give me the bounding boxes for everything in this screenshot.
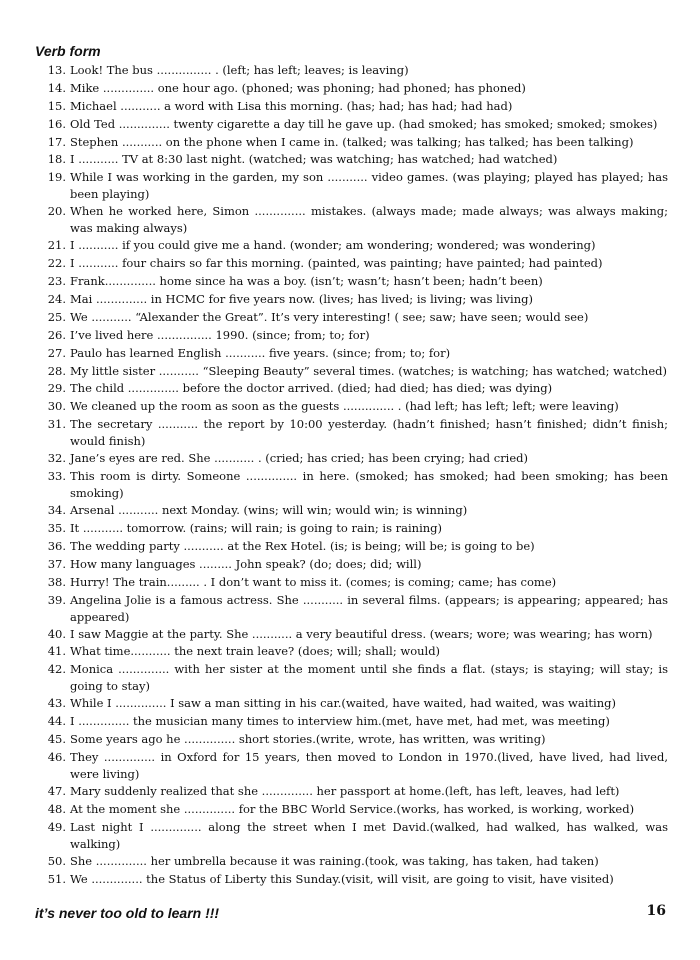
exercise-text: What time........... the next train leave? (does; will; shall; would): [70, 644, 441, 659]
exercise-text: The secretary ........... the report by 10:00 yesterday. (hadn’t finished; hasn’t finished; didn’t finish; would finish): [70, 417, 668, 449]
exercise-text: She .............. her umbrella because it was raining.(took, was taking, has taken, had taken): [70, 853, 599, 868]
exercise-item: [36, 695, 668, 713]
exercise-number: 41.: [47, 644, 66, 659]
exercise-text: While I .............. I saw a man sitting in his car.(waited, have waited, had waited, was waiting): [70, 696, 616, 711]
exercise-number: 42.: [47, 662, 66, 677]
exercise-text: It ........... tomorrow. (rains; will rain; is going to rain; is raining): [70, 521, 443, 536]
exercise-text: Mike .............. one hour ago. (phoned; was phoning; had phoned; has phoned): [70, 80, 526, 95]
exercise-text: Frank.............. home since ha was a boy. (isn’t; wasn’t; hasn’t been; hadn’t been): [70, 274, 543, 289]
exercise-text: Michael ........... a word with Lisa this morning. (has; had; has had; had had): [70, 98, 513, 113]
exercise-item: [36, 80, 668, 98]
exercise-text: I saw Maggie at the party. She ........... a very beautiful dress. (wears; wore; was wearing; has worn): [70, 626, 653, 641]
exercise-number: 30.: [47, 399, 66, 414]
exercise-text: Angelina Jolie is a famous actress. She ........... in several films. (appears; is appearing; appeared; has appeared): [70, 592, 668, 624]
exercise-item: [36, 713, 668, 731]
exercise-number: 24.: [47, 292, 66, 307]
exercise-item: [36, 237, 668, 255]
exercise-text: Stephen ........... on the phone when I came in. (talked; was talking; has talked; has been talking): [70, 134, 634, 149]
exercise-text: Hurry! The train......... . I don’t want to miss it. (comes; is coming; came; has come): [70, 574, 557, 589]
exercise-text: Monica .............. with her sister at the moment until she finds a flat. (stays; is staying; will stay; is going to stay): [70, 662, 668, 694]
exercise-item: [36, 661, 668, 695]
exercise-number: 16.: [47, 116, 66, 131]
exercise-item: [36, 643, 668, 661]
exercise-number: 38.: [47, 574, 66, 589]
exercise-number: 48.: [47, 801, 66, 816]
exercise-number: 43.: [47, 696, 66, 711]
exercise-item: [36, 151, 668, 169]
exercise-item: [36, 783, 668, 801]
exercise-number: 34.: [47, 503, 66, 518]
exercise-item: [36, 592, 668, 626]
exercise-item: [36, 520, 668, 538]
exercise-item: [36, 416, 668, 450]
exercise-text: Old Ted .............. twenty cigarette a day till he gave up. (had smoked; has smoked; smoked; smokes): [70, 116, 658, 131]
exercise-text: The child .............. before the doctor arrived. (died; had died; has died; was dying): [70, 381, 553, 396]
exercise-text: I ........... four chairs so far this morning. (painted, was painting; have painted; had painted): [70, 256, 603, 271]
exercise-number: 25.: [47, 309, 66, 324]
exercise-number: 51.: [47, 871, 66, 886]
exercise-text: Mary suddenly realized that she .............. her passport at home.(left, has left, leaves, had left): [70, 784, 620, 799]
exercise-number: 32.: [47, 451, 66, 466]
exercise-item: [36, 538, 668, 556]
exercise-number: 14.: [47, 80, 66, 95]
exercise-item: [36, 398, 668, 416]
exercise-text: We cleaned up the room as soon as the guests .............. . (had left; has left; left; were leaving): [70, 399, 619, 414]
exercise-number: 33.: [47, 469, 66, 484]
exercise-item: [36, 169, 668, 203]
footer-motto: it’s never too old to learn !!!: [35, 905, 220, 921]
exercise-list: [36, 62, 668, 889]
exercise-number: 50.: [47, 853, 66, 868]
exercise-item: [36, 116, 668, 134]
exercise-item: [36, 98, 668, 116]
exercise-text: I ........... TV at 8:30 last night. (watched; was watching; has watched; had watched): [70, 152, 558, 167]
exercise-text: Last night I .............. along the street when I met David.(walked, had walked, has walked, was walking): [70, 819, 668, 851]
exercise-number: 17.: [47, 134, 66, 149]
exercise-item: [36, 363, 668, 381]
exercise-text: I .............. the musician many times to interview him.(met, have met, had met, was meeting): [70, 714, 610, 729]
exercise-number: 45.: [47, 732, 66, 747]
exercise-item: [36, 273, 668, 291]
exercise-item: [36, 291, 668, 309]
exercise-item: [36, 450, 668, 468]
exercise-text: The wedding party ........... at the Rex Hotel. (is; is being; will be; is going to be): [70, 538, 535, 553]
exercise-item: [36, 574, 668, 592]
exercise-item: [36, 731, 668, 749]
exercise-text: We ........... “Alexander the Great”. It’s very interesting! ( see; saw; have seen; would see): [70, 309, 589, 324]
exercise-item: [36, 502, 668, 520]
exercise-text: Mai .............. in HCMC for five years now. (lives; has lived; is living; was living): [70, 292, 533, 307]
exercise-text: They .............. in Oxford for 15 years, then moved to London in 1970.(lived, have lived, had lived, were living): [70, 750, 668, 782]
exercise-number: 35.: [47, 521, 66, 536]
exercise-number: 21.: [47, 238, 66, 253]
exercise-item: [36, 801, 668, 819]
exercise-item: [36, 62, 668, 80]
exercise-number: 26.: [47, 327, 66, 342]
exercise-item: [36, 556, 668, 574]
exercise-text: Arsenal ........... next Monday. (wins; will win; would win; is winning): [70, 503, 468, 518]
exercise-number: 37.: [47, 556, 66, 571]
exercise-number: 23.: [47, 274, 66, 289]
exercise-number: 15.: [47, 98, 66, 113]
exercise-text: At the moment she .............. for the BBC World Service.(works, has worked, is working, worked): [70, 801, 635, 816]
exercise-text: Some years ago he .............. short stories.(write, wrote, has written, was writing): [70, 732, 546, 747]
exercise-text: How many languages ......... John speak? (do; does; did; will): [70, 556, 422, 571]
exercise-number: 46.: [47, 750, 66, 765]
exercise-number: 22.: [47, 256, 66, 271]
exercise-item: [36, 871, 668, 889]
section-title: Verb form: [35, 43, 101, 59]
exercise-number: 18.: [47, 152, 66, 167]
exercise-number: 49.: [47, 819, 66, 834]
exercise-item: [36, 327, 668, 345]
exercise-item: [36, 203, 668, 237]
exercise-item: [36, 380, 668, 398]
exercise-number: 28.: [47, 363, 66, 378]
exercise-number: 40.: [47, 626, 66, 641]
exercise-text: My little sister ........... “Sleeping Beauty” several times. (watches; is watching; has watched; watched): [70, 363, 667, 378]
page-number: 16: [646, 903, 666, 919]
exercise-text: This room is dirty. Someone .............. in here. (smoked; has smoked; had been smoking; has been smoking): [70, 469, 668, 501]
exercise-text: We .............. the Status of Liberty this Sunday.(visit, will visit, are going to visit, have visited): [70, 871, 614, 886]
exercise-item: [36, 255, 668, 273]
exercise-number: 47.: [47, 784, 66, 799]
exercise-item: [36, 749, 668, 783]
exercise-text: Look! The bus ............... . (left; has left; leaves; is leaving): [70, 63, 409, 77]
exercise-item: [36, 626, 668, 644]
exercise-item: [36, 309, 668, 327]
exercise-text: I ........... if you could give me a hand. (wonder; am wondering; wondered; was wondering): [70, 238, 596, 253]
exercise-number: 20.: [47, 204, 66, 219]
exercise-item: [36, 853, 668, 871]
exercise-text: Jane’s eyes are red. She ........... . (cried; has cried; has been crying; had cried): [70, 451, 529, 466]
exercise-number: 36.: [47, 538, 66, 553]
exercise-item: [36, 468, 668, 502]
exercise-number: 19.: [47, 170, 66, 185]
exercise-text: While I was working in the garden, my son ........... video games. (was playing; played has played; has been playing): [70, 170, 668, 202]
exercise-number: 39.: [47, 592, 66, 607]
exercise-number: 27.: [47, 345, 66, 360]
exercise-text: I’ve lived here ............... 1990. (since; from; to; for): [70, 327, 370, 342]
exercise-number: 13.: [47, 63, 66, 77]
exercise-item: [36, 345, 668, 363]
exercise-number: 44.: [47, 714, 66, 729]
exercise-item: [36, 134, 668, 152]
exercise-number: 29.: [47, 381, 66, 396]
exercise-item: [36, 819, 668, 853]
exercise-text: When he worked here, Simon .............. mistakes. (always made; made always; was always making; was making always): [70, 204, 668, 236]
exercise-text: Paulo has learned English ........... five years. (since; from; to; for): [70, 345, 451, 360]
exercise-number: 31.: [47, 417, 66, 432]
